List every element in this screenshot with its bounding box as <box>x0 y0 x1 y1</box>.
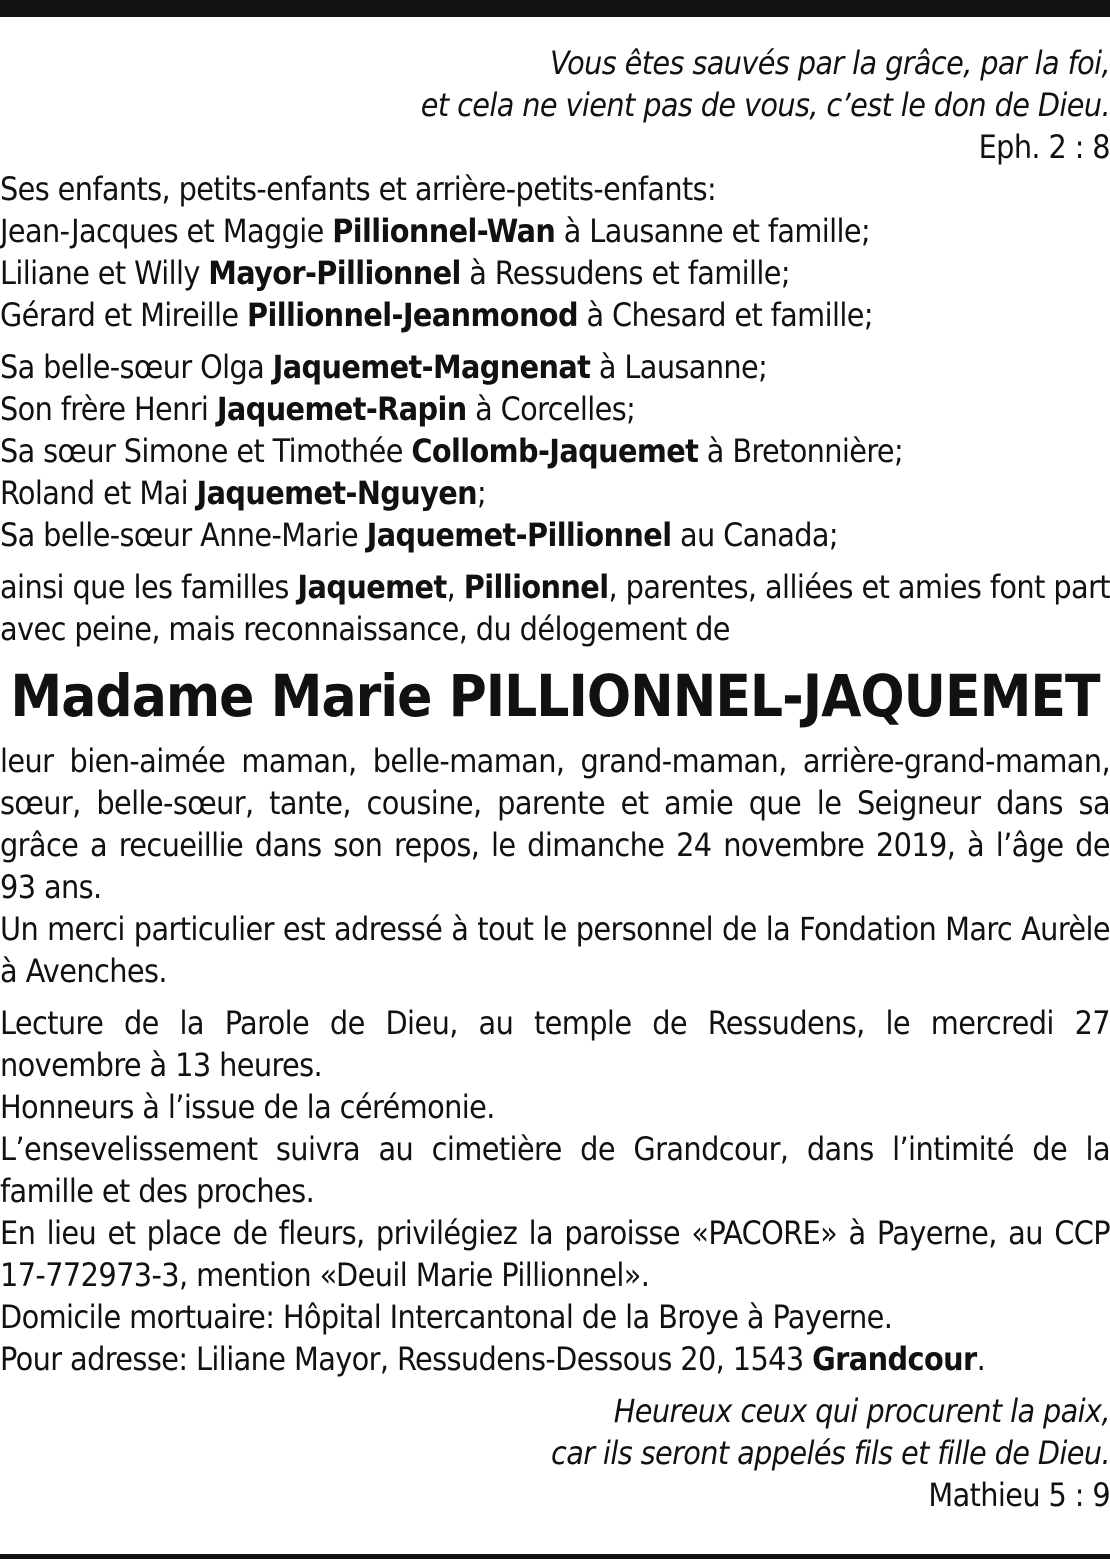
top-rule <box>0 0 1110 17</box>
obituary <box>0 42 1110 1516</box>
deceased-name: Madame Marie PILLIONNEL-JAQUEMET <box>10 662 1100 730</box>
address-paragraph: Pour adresse: Liliane Mayor, Ressudens-Dessous 20, 1543 Grandcour. <box>0 1340 986 1378</box>
families-paragraph: ainsi que les familles Jaquemet, Pillionnel, parentes, alliées et amies font part avec peine, mais reconnaissance, du délogement de <box>0 568 1110 648</box>
flowers-paragraph: En lieu et place de fleurs, privilégiez la paroisse «PACORE» à Payerne, au CCP 17-772973-3, mention «Deuil Marie Pillionnel». <box>0 1214 1110 1294</box>
honours-paragraph: Honneurs à l’issue de la cérémonie. <box>0 1088 495 1126</box>
family-relative: Sa belle-sœur Anne-Marie Jaquemet-Pillionnel au Canada; <box>0 516 838 554</box>
domicile-paragraph: Domicile mortuaire: Hôpital Intercantonal de la Broye à Payerne. <box>0 1298 893 1336</box>
verse-top-line-1: Vous êtes sauvés par la grâce, par la foi, <box>549 44 1110 82</box>
service-paragraph: Lecture de la Parole de Dieu, au temple de Ressudens, le mercredi 27 novembre à 13 heures. <box>0 1004 1110 1084</box>
verse-bottom-ref: Mathieu 5 : 9 <box>928 1476 1110 1514</box>
family-relative: Roland et Mai Jaquemet-Nguyen; <box>0 474 487 512</box>
family-intro: Ses enfants, petits-enfants et arrière-petits-enfants: <box>0 170 717 208</box>
verse-bottom-line-1: Heureux ceux qui procurent la paix, <box>613 1392 1110 1430</box>
family-relative: Son frère Henri Jaquemet-Rapin à Corcelles; <box>0 390 636 428</box>
family-child: Liliane et Willy Mayor-Pillionnel à Ressudens et famille; <box>0 254 790 292</box>
description-paragraph: leur bien-aimée maman, belle-maman, grand-maman, arrière-grand-maman, sœur, belle-sœur, tante, cousine, parente et amie que le Seigneur dans sa grâce a recueillie dans son repos, le dimanche 24 novembre 2019, à l’âge de 93 ans. <box>0 742 1110 906</box>
thanks-paragraph: Un merci particulier est adressé à tout le personnel de la Fondation Marc Aurèle à Avenches. <box>0 910 1110 990</box>
family-child: Gérard et Mireille Pillionnel-Jeanmonod à Chesard et famille; <box>0 296 873 334</box>
family-relative: Sa sœur Simone et Timothée Collomb-Jaquemet à Bretonnière; <box>0 432 904 470</box>
verse-bottom-line-2: car ils seront appelés fils et fille de Dieu. <box>550 1434 1110 1472</box>
verse-top-ref: Eph. 2 : 8 <box>978 128 1110 166</box>
verse-top-line-2: et cela ne vient pas de vous, c’est le don de Dieu. <box>420 86 1110 124</box>
burial-paragraph: L’ensevelissement suivra au cimetière de Grandcour, dans l’intimité de la famille et des proches. <box>0 1130 1110 1210</box>
bottom-rule <box>0 1554 1110 1559</box>
family-relative: Sa belle-sœur Olga Jaquemet-Magnenat à Lausanne; <box>0 348 768 386</box>
family-child: Jean-Jacques et Maggie Pillionnel-Wan à Lausanne et famille; <box>0 212 871 250</box>
